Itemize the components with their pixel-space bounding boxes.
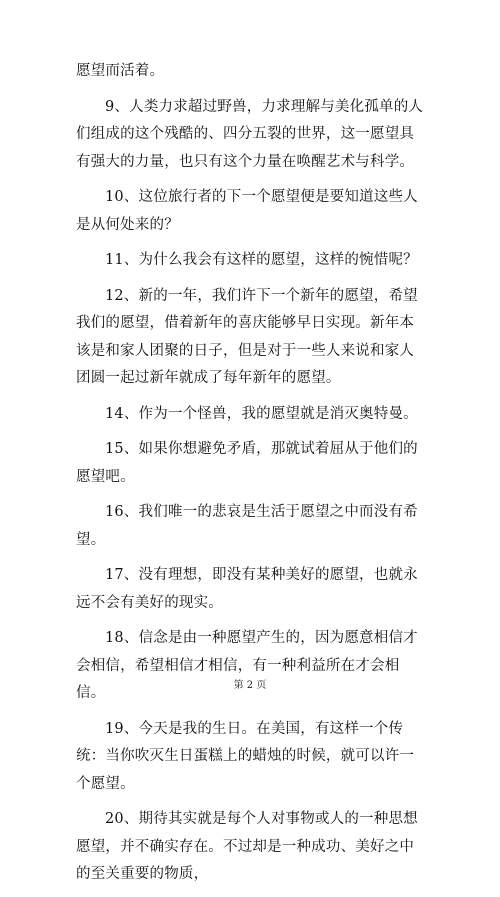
document-body <box>76 58 428 897</box>
paragraph-16: 16、我们唯一的悲哀是生活于愿望之中而没有希望。 <box>76 504 418 548</box>
paragraph-17: 17、没有理想，即没有某种美好的愿望，也就永远不会有美好的现实。 <box>76 567 418 611</box>
paragraph-10: 10、这位旅行者的下一个愿望便是要知道这些人是从何处来的？ <box>76 189 418 233</box>
page-number: 第 2 页 <box>233 680 267 691</box>
paragraph-14: 14、作为一个怪兽，我的愿望就是消灭奥特曼。 <box>105 405 418 422</box>
paragraph-18: 18、信念是由一种愿望产生的，因为愿意相信才会相信，希望相信才相信，有一种利益所在才会相信。 <box>76 630 418 701</box>
paragraph-19: 19、今天是我的生日。在美国，有这样一个传统：当你吹灭生日蛋糕上的蜡烛的时候，就可以许一个愿望。 <box>76 720 415 792</box>
paragraph-12: 12、新的一年，我们许下一个新年的愿望，希望我们的愿望，借着新年的喜庆能够早日实现。新年本该是和家人团聚的日子，但是对于一些人来说和家人团圆一起过新年就成了每年新年的愿望。 <box>76 287 418 386</box>
paragraph-15: 15、如果你想避免矛盾，那就试着屈从于他们的愿望吧。 <box>76 441 418 485</box>
paragraph-continuation: 愿望而活着。 <box>76 63 165 79</box>
paragraph-9: 9、人类力求超过野兽，力求理解与美化孤单的人们组成的这个残酷的、四分五裂的世界，这一愿望具有强大的力量，也只有这个力量在唤醒艺术与科学。 <box>76 98 424 170</box>
paragraph-11: 11、为什么我会有这样的愿望，这样的惋惜呢？ <box>105 252 418 268</box>
paragraph-20: 20、期待其实就是每个人对事物或人的一种思想愿望，并不确实存在。不过却是一种成功、美好之中的至关重要的物质， <box>76 811 418 882</box>
